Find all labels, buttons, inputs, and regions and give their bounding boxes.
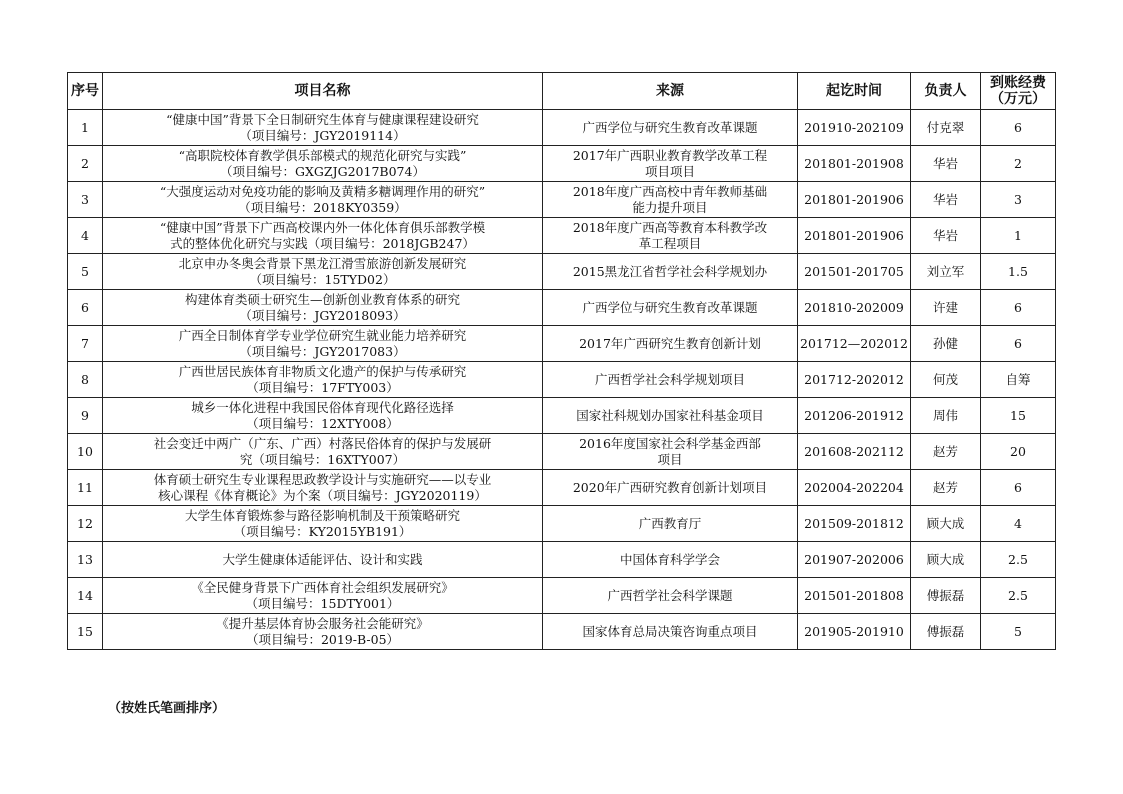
cell-no-line1: 2 (81, 155, 89, 171)
cell-period (798, 578, 911, 614)
table-body (68, 110, 1056, 650)
cell-project-name (103, 578, 543, 614)
cell-project-name-line2: （项目编号：17FTY003） (246, 379, 399, 395)
cell-leader-line1: 傅振磊 (926, 623, 965, 639)
cell-no-line1: 1 (81, 119, 89, 135)
cell-no (68, 254, 103, 290)
cell-period (798, 470, 911, 506)
cell-project-name-line1: “健康中国”背景下全日制研究生体育与健康课程建设研究 (166, 111, 479, 127)
cell-source-line1: 广西学位与研究生教育改革课题 (582, 119, 758, 135)
cell-leader (911, 146, 981, 182)
cell-funds-line1: 3 (1014, 191, 1022, 207)
cell-project-name-line2: （项目编号：15DTY001） (245, 595, 400, 611)
cell-no (68, 290, 103, 326)
cell-source (543, 218, 798, 254)
cell-funds-line1: 6 (1014, 119, 1022, 135)
cell-no-line1: 3 (81, 191, 89, 207)
table-row (68, 542, 1056, 578)
cell-funds (981, 290, 1056, 326)
cell-source (543, 398, 798, 434)
cell-no-line1: 14 (77, 587, 93, 603)
table-row (68, 182, 1056, 218)
cell-period-line1: 201712-202012 (804, 371, 904, 387)
cell-no-line1: 13 (77, 551, 93, 567)
cell-funds-line1: 1.5 (1008, 263, 1028, 279)
cell-leader (911, 614, 981, 650)
cell-project-name-line1: 广西全日制体育学专业学位研究生就业能力培养研究 (178, 327, 467, 343)
cell-source-line1: 国家社科规划办国家社科基金项目 (576, 407, 764, 423)
cell-leader-line1: 华岩 (932, 155, 958, 171)
cell-no-line1: 10 (77, 443, 93, 459)
cell-leader (911, 254, 981, 290)
header-funds-line1: 到账经费 (990, 75, 1046, 91)
cell-period-line1: 201509-201812 (804, 515, 904, 531)
cell-project-name-line2: （项目编号：2019-B-05） (245, 631, 400, 647)
cell-funds (981, 542, 1056, 578)
cell-period-line1: 201712—202012 (800, 335, 908, 351)
cell-project-name-line2: （项目编号：15TYD02） (249, 271, 396, 287)
cell-source (543, 614, 798, 650)
cell-no-line1: 12 (77, 515, 93, 531)
cell-source-line1: 广西学位与研究生教育改革课题 (582, 299, 758, 315)
cell-leader-line1: 付克翠 (926, 119, 965, 135)
cell-period (798, 254, 911, 290)
cell-leader-line1: 刘立军 (926, 263, 965, 279)
cell-funds (981, 506, 1056, 542)
cell-no-line1: 5 (81, 263, 89, 279)
cell-project-name-line2: 式的整体优化研究与实践（项目编号：2018JGB247） (170, 235, 475, 251)
cell-source-line1: 2018年度广西高校中青年教师基础 (572, 183, 768, 199)
cell-leader (911, 362, 981, 398)
cell-no (68, 182, 103, 218)
cell-funds (981, 614, 1056, 650)
cell-no (68, 578, 103, 614)
table-row (68, 398, 1056, 434)
cell-period-line1: 201910-202109 (804, 119, 904, 135)
cell-period (798, 290, 911, 326)
cell-no (68, 110, 103, 146)
cell-funds-line1: 4 (1014, 515, 1022, 531)
cell-leader (911, 578, 981, 614)
cell-project-name-line1: 体育硕士研究生专业课程思政教学设计与实施研究——以专业 (153, 471, 492, 487)
header-source: 来源 (543, 73, 798, 110)
table-row (68, 362, 1056, 398)
cell-funds-line1: 6 (1014, 299, 1022, 315)
cell-funds-line1: 2.5 (1008, 587, 1028, 603)
cell-source-line2: 革工程项目 (638, 235, 702, 251)
cell-leader (911, 506, 981, 542)
cell-project-name (103, 470, 543, 506)
cell-period (798, 326, 911, 362)
cell-project-name-line1: 社会变迁中两广（广东、广西）村落民俗体育的保护与发展研 (153, 435, 492, 451)
cell-source (543, 470, 798, 506)
cell-no-line1: 6 (81, 299, 89, 315)
cell-project-name-line1: 广西世居民族体育非物质文化遗产的保护与传承研究 (178, 363, 467, 379)
cell-leader (911, 290, 981, 326)
cell-source-line2: 项目 (657, 451, 683, 467)
table-header (68, 73, 1056, 110)
cell-no (68, 326, 103, 362)
cell-no-line1: 8 (81, 371, 89, 387)
cell-project-name-line1: “高职院校体育教学俱乐部模式的规范化研究与实践” (178, 147, 467, 163)
cell-leader (911, 182, 981, 218)
cell-leader-line1: 顾大成 (926, 515, 965, 531)
cell-leader (911, 110, 981, 146)
cell-source (543, 254, 798, 290)
cell-source-line1: 广西教育厅 (638, 515, 702, 531)
cell-leader (911, 470, 981, 506)
table-row (68, 290, 1056, 326)
cell-period (798, 218, 911, 254)
cell-project-name-line1: 城乡一体化进程中我国民俗体育现代化路径选择 (191, 399, 454, 415)
cell-project-name (103, 218, 543, 254)
cell-funds (981, 218, 1056, 254)
cell-source (543, 506, 798, 542)
cell-period (798, 614, 911, 650)
cell-no (68, 218, 103, 254)
cell-period (798, 542, 911, 578)
cell-leader (911, 326, 981, 362)
cell-period (798, 398, 911, 434)
cell-source-line1: 2017年广西研究生教育创新计划 (579, 335, 761, 351)
cell-project-name (103, 434, 543, 470)
cell-project-name (103, 146, 543, 182)
cell-period-line1: 201801-201906 (804, 191, 904, 207)
cell-funds (981, 578, 1056, 614)
cell-no (68, 146, 103, 182)
cell-period (798, 362, 911, 398)
cell-period-line1: 201810-202009 (804, 299, 904, 315)
cell-period (798, 434, 911, 470)
header-leader: 负责人 (911, 73, 981, 110)
cell-project-name (103, 110, 543, 146)
cell-project-name (103, 254, 543, 290)
cell-source-line1: 广西哲学社会科学规划项目 (594, 371, 745, 387)
cell-no (68, 506, 103, 542)
cell-funds-line1: 2 (1014, 155, 1022, 171)
table-row (68, 434, 1056, 470)
cell-period-line1: 201501-201808 (804, 587, 904, 603)
cell-source-line1: 中国体育科学学会 (619, 551, 720, 567)
cell-project-name (103, 506, 543, 542)
cell-source-line1: 2016年度国家社会科学基金西部 (579, 435, 761, 451)
cell-no-line1: 7 (81, 335, 89, 351)
table-row (68, 218, 1056, 254)
cell-no (68, 470, 103, 506)
cell-project-name (103, 362, 543, 398)
cell-leader-line1: 赵芳 (932, 479, 958, 495)
cell-source (543, 434, 798, 470)
cell-leader-line1: 华岩 (932, 227, 958, 243)
cell-project-name-line2: 究（项目编号：16XTY007） (239, 451, 406, 467)
cell-funds (981, 110, 1056, 146)
cell-project-name-line2: （项目编号：2018KY0359） (238, 199, 407, 215)
cell-funds-line1: 6 (1014, 335, 1022, 351)
cell-leader (911, 398, 981, 434)
cell-source-line1: 2020年广西研究教育创新计划项目 (572, 479, 768, 495)
cell-project-name-line2: （项目编号：12XTY008） (246, 415, 399, 431)
header-period: 起讫时间 (798, 73, 911, 110)
header-row (68, 73, 1056, 110)
cell-project-name (103, 398, 543, 434)
cell-project-name-line1: “健康中国”背景下广西高校课内外一体化体育俱乐部教学模 (159, 219, 486, 235)
cell-source (543, 578, 798, 614)
cell-no-line1: 11 (77, 479, 93, 495)
cell-funds (981, 182, 1056, 218)
cell-source (543, 182, 798, 218)
cell-source (543, 110, 798, 146)
cell-leader-line1: 何茂 (932, 371, 958, 387)
cell-project-name-line2: （项目编号：JGY2019114） (239, 127, 406, 143)
cell-no (68, 542, 103, 578)
cell-funds (981, 470, 1056, 506)
cell-funds (981, 146, 1056, 182)
cell-period (798, 146, 911, 182)
cell-period (798, 506, 911, 542)
cell-funds-line1: 15 (1010, 407, 1026, 423)
cell-leader-line1: 周伟 (932, 407, 958, 423)
cell-funds-line1: 20 (1010, 443, 1026, 459)
cell-project-name-line1: 《全民健身背景下广西体育社会组织发展研究》 (191, 579, 454, 595)
table-row (68, 506, 1056, 542)
cell-project-name-line2: （项目编号：GXGZJG2017B074） (220, 163, 425, 179)
cell-funds (981, 434, 1056, 470)
cell-no (68, 398, 103, 434)
cell-source (543, 326, 798, 362)
cell-funds (981, 326, 1056, 362)
cell-project-name-line1: 大学生体育锻炼参与路径影响机制及干预策略研究 (184, 507, 460, 523)
cell-project-name (103, 614, 543, 650)
cell-project-name-line1: “大强度运动对免疫功能的影响及黄精多糖调理作用的研究” (159, 183, 486, 199)
cell-source-line1: 2018年度广西高等教育本科教学改 (572, 219, 768, 235)
table-row (68, 614, 1056, 650)
cell-source-line2: 项目项目 (644, 163, 695, 179)
cell-funds-line1: 6 (1014, 479, 1022, 495)
footnote: （按姓氏笔画排序） (108, 701, 226, 716)
table-row (68, 470, 1056, 506)
header-no: 序号 (68, 73, 103, 110)
cell-leader-line1: 顾大成 (926, 551, 965, 567)
cell-leader-line1: 华岩 (932, 191, 958, 207)
table-row (68, 146, 1056, 182)
cell-no (68, 362, 103, 398)
cell-funds (981, 398, 1056, 434)
cell-project-name-line1: 北京申办冬奥会背景下黑龙江滑雪旅游创新发展研究 (178, 255, 467, 271)
cell-source (543, 362, 798, 398)
cell-leader-line1: 许建 (932, 299, 958, 315)
cell-period (798, 182, 911, 218)
cell-period (798, 110, 911, 146)
cell-project-name-line2: 核心课程《体育概论》为个案（项目编号：JGY2020119） (158, 487, 487, 503)
table-row (68, 326, 1056, 362)
header-funds-line2: （万元） (990, 91, 1046, 107)
cell-project-name-line1: 构建体育类硕士研究生—创新创业教育体系的研究 (184, 291, 460, 307)
cell-no (68, 614, 103, 650)
cell-period-line1: 201608-202112 (804, 443, 904, 459)
table-row (68, 578, 1056, 614)
cell-period-line1: 201206-201912 (804, 407, 904, 423)
cell-project-name (103, 182, 543, 218)
cell-funds (981, 362, 1056, 398)
cell-funds-line1: 自筹 (1005, 371, 1031, 387)
cell-project-name (103, 542, 543, 578)
cell-project-name-line1: 大学生健康体适能评估、设计和实践 (222, 551, 423, 567)
table-row (68, 254, 1056, 290)
cell-funds-line1: 1 (1014, 227, 1022, 243)
cell-source (543, 146, 798, 182)
cell-project-name-line2: （项目编号：JGY2017083） (239, 343, 406, 359)
cell-project-name (103, 326, 543, 362)
cell-period-line1: 201801-201908 (804, 155, 904, 171)
cell-period-line1: 201801-201906 (804, 227, 904, 243)
cell-project-name-line2: （项目编号：KY2015YB191） (233, 523, 412, 539)
cell-project-name-line1: 《提升基层体育协会服务社会能研究》 (216, 615, 429, 631)
cell-leader-line1: 傅振磊 (926, 587, 965, 603)
cell-no (68, 434, 103, 470)
cell-leader (911, 434, 981, 470)
cell-no-line1: 4 (81, 227, 89, 243)
header-project-name: 项目名称 (103, 73, 543, 110)
cell-funds-line1: 5 (1014, 623, 1022, 639)
cell-leader (911, 542, 981, 578)
cell-period-line1: 201907-202006 (804, 551, 904, 567)
cell-source-line1: 广西哲学社会科学课题 (607, 587, 733, 603)
project-table (67, 72, 1056, 650)
cell-project-name-line2: （项目编号：JGY2018093） (239, 307, 406, 323)
cell-period-line1: 201501-201705 (804, 263, 904, 279)
cell-leader (911, 218, 981, 254)
cell-source-line1: 国家体育总局决策咨询重点项目 (582, 623, 758, 639)
cell-no-line1: 9 (81, 407, 89, 423)
cell-period-line1: 201905-201910 (804, 623, 904, 639)
cell-funds-line1: 2.5 (1008, 551, 1028, 567)
header-funds (981, 73, 1056, 110)
cell-leader-line1: 孙健 (932, 335, 958, 351)
cell-leader-line1: 赵芳 (932, 443, 958, 459)
cell-funds (981, 254, 1056, 290)
cell-project-name (103, 290, 543, 326)
table-row (68, 110, 1056, 146)
cell-source (543, 290, 798, 326)
cell-source (543, 542, 798, 578)
cell-period-line1: 202004-202204 (804, 479, 904, 495)
cell-source-line2: 能力提升项目 (632, 199, 708, 215)
cell-source-line1: 2017年广西职业教育教学改革工程 (572, 147, 768, 163)
cell-source-line1: 2015黑龙江省哲学社会科学规划办 (572, 263, 768, 279)
cell-no-line1: 15 (77, 623, 93, 639)
